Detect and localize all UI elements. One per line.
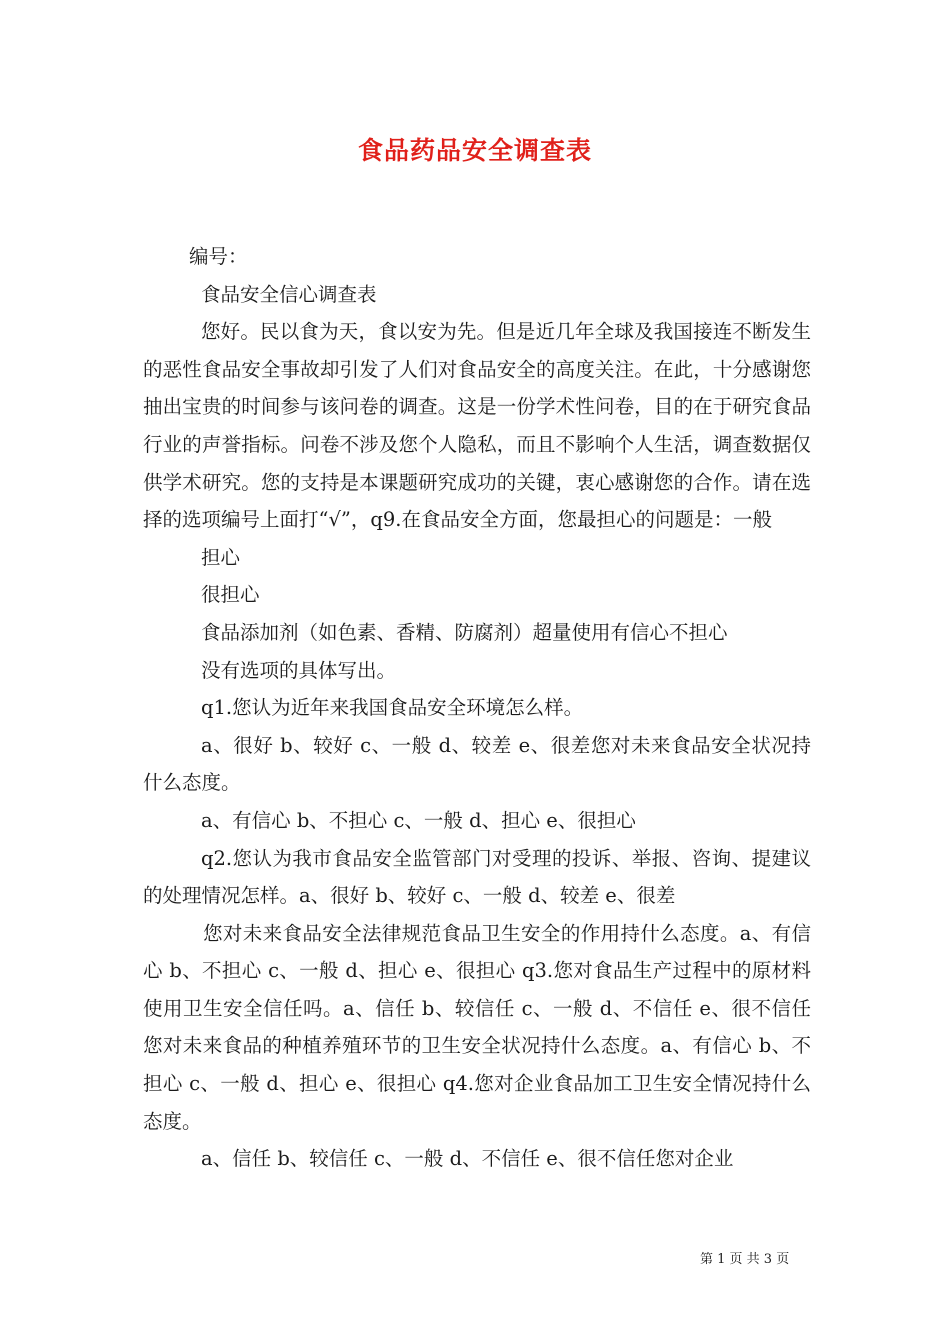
question-q2: q2.您认为我市食品安全监管部门对受理的投诉、举报、咨询、提建议的处理情况怎样。a、很好 b、较好 c、一般 d、较差 e、很差 (143, 846, 811, 908)
write-in-note: 没有选项的具体写出。 (201, 658, 397, 682)
serial-number-label: 编号： (189, 245, 248, 268)
answers-q4: a、信任 b、较信任 c、一般 d、不信任 e、很不信任您对企业 (201, 1147, 734, 1171)
survey-subtitle: 食品安全信心调查表 (201, 282, 377, 306)
document-body (143, 238, 811, 1178)
answers-q1: a、很好 b、较好 c、一般 d、较差 e、很差您对未来食品安全状况持什么态度。 (143, 733, 811, 795)
document-title: 食品药品安全调查表 (357, 136, 592, 165)
option-additives: 食品添加剂（如色素、香精、防腐剂）超量使用有信心不担心 (201, 620, 728, 644)
page-number: 第 1 页 共 3 页 (700, 1252, 790, 1267)
intro-paragraph: 您好。民以食为天，食以安为先。但是近几年全球及我国接连不断发生的恶性食品安全事故却引发了人们对食品安全的高度关注。在此，十分感谢您抽出宝贵的时间参与该问卷的调查。这是一份学术性问卷，目的在于研究食品行业的声誉指标。问卷不涉及您个人隐私，而且不影响个人生活，调查数据仅供学术研究。您的支持是本课题研究成功的关键，衷心感谢您的合作。请在选择的选项编号上面打“√”，q9.在食品安全方面，您最担心的问题是：一般 (143, 320, 811, 532)
option-worried: 担心 (201, 545, 241, 569)
question-q3-q4: 您对未来食品安全法律规范食品卫生安全的作用持什么态度。a、有信心 b、不担心 c、一般 d、担心 e、很担心 q3.您对食品生产过程中的原材料使用卫生安全信任吗。a、信任 b、较信任 c、一般 d、不信任 e、很不信任您对未来食品的种植养殖环节的卫生安全状况持什么态度。a、有信心 b、不担心 c、一般 d、担心 e、很担心 q4.您对企业食品加工卫生安全情况持什么态度。 (143, 921, 811, 1133)
question-q1: q1.您认为近年来我国食品安全环境怎么样。 (201, 696, 584, 720)
answers-attitude-1: a、有信心 b、不担心 c、一般 d、担心 e、很担心 (201, 808, 636, 832)
option-very-worried: 很担心 (201, 583, 260, 607)
